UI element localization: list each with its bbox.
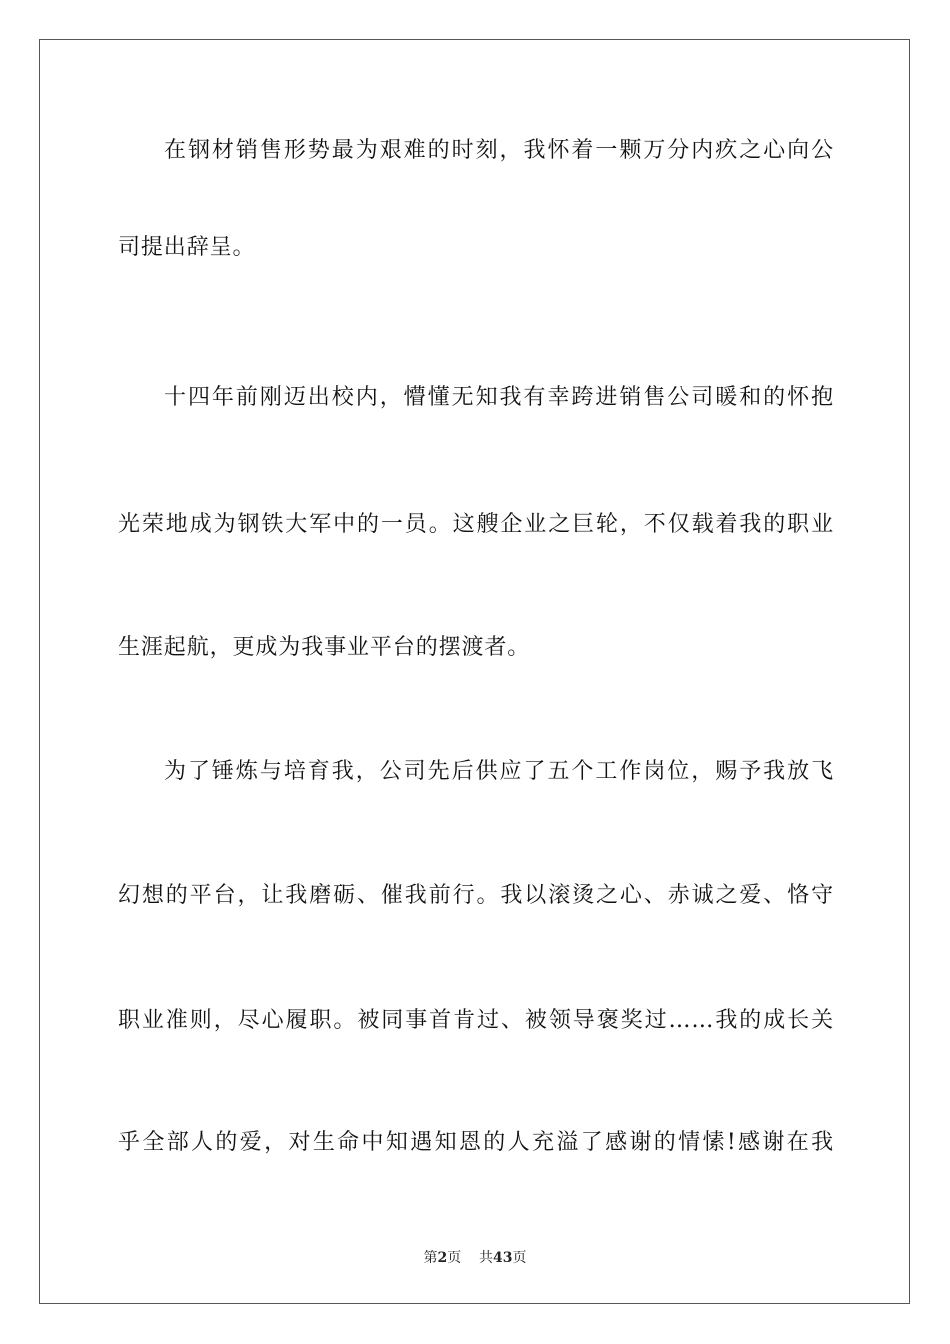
text-line: 司提出辞呈。 — [118, 235, 256, 260]
text-line: 生涯起航，更成为我事业平台的摆渡者。 — [118, 635, 531, 660]
text-line: 职业准则，尽心履职。被同事首肯过、被领导褒奖过……我的成长关 — [118, 1008, 834, 1033]
text-line: 十四年前刚迈出校内，懵懂无知我有幸跨进销售公司暖和的怀抱 — [164, 385, 834, 410]
page-number: 2 — [437, 1250, 448, 1266]
total-pages: 43 — [493, 1250, 513, 1266]
total-prefix: 共 — [479, 1250, 494, 1266]
text-line: 光荣地成为钢铁大军中的一员。这艘企业之巨轮，不仅载着我的职业 — [118, 512, 834, 537]
total-suffix: 页 — [512, 1250, 527, 1266]
text-line: 在钢材销售形势最为艰难的时刻，我怀着一颗万分内疚之心向公 — [164, 138, 834, 163]
page-footer — [0, 1249, 950, 1267]
text-line: 乎全部人的爱，对生命中知遇知恩的人充溢了感谢的情愫!感谢在我 — [118, 1130, 834, 1155]
page-border — [39, 39, 910, 1304]
page-prefix: 第 — [423, 1250, 438, 1266]
text-line: 幻想的平台，让我磨砺、催我前行。我以滚烫之心、赤诚之爱、恪守 — [118, 883, 834, 908]
page-suffix: 页 — [447, 1250, 462, 1266]
text-line: 为了锤炼与培育我，公司先后供应了五个工作岗位，赐予我放飞 — [164, 759, 834, 784]
